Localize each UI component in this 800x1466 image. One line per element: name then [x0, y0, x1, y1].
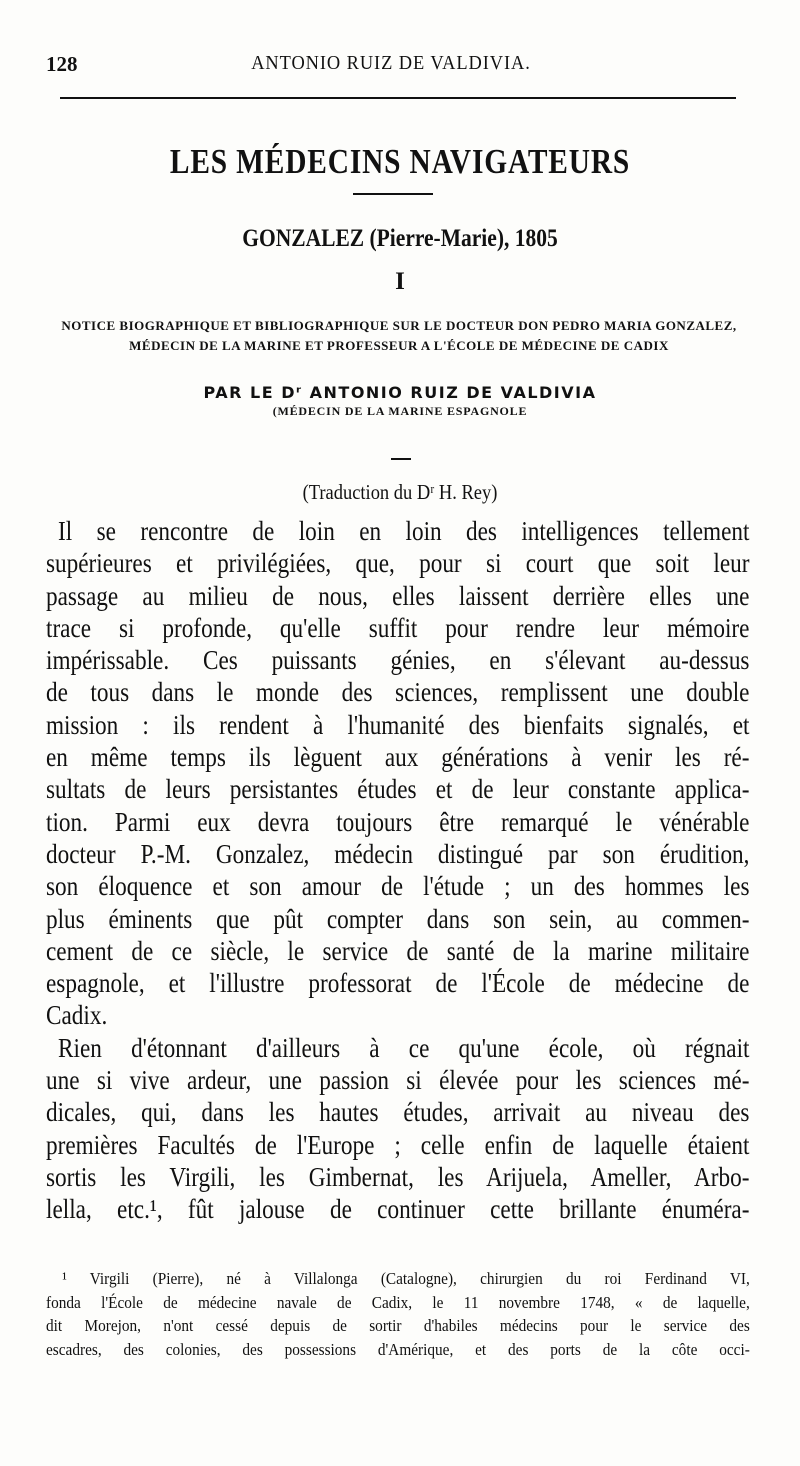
body-line: supérieures et privilégiées, que, pour si court que soit leur — [46, 548, 750, 579]
footnote-line: ¹ Virgili (Pierre), né à Villalonga (Catalogne), chirurgien du roi Ferdinand VI, — [62, 1269, 750, 1288]
section-number: I — [395, 268, 405, 295]
body-line: premières Facultés de l'Europe ; celle enfin de laquelle étaient — [46, 1129, 750, 1160]
body-line: en même temps ils lèguent aux générations à venir les ré- — [46, 742, 750, 773]
footnote-line: dit Morejon, n'ont cessé depuis de sortir d'habiles médecins pour le service des — [46, 1316, 750, 1335]
body-line: docteur P.-M. Gonzalez, médecin distingué par son érudition, — [46, 838, 750, 869]
body-line: tion. Parmi eux devra toujours être remarqué le vénérable — [46, 806, 750, 837]
body-text — [46, 515, 750, 1226]
body-line: impérissable. Ces puissants génies, en s'élevant au-dessus — [46, 645, 750, 676]
body-line: trace si profonde, qu'elle suffit pour rendre leur mémoire — [46, 612, 750, 643]
body-line: mission : ils rendent à l'humanité des bienfaits signalés, et — [46, 709, 750, 740]
footnote-line: fonda l'École de médecine navale de Cadix, le 11 novembre 1748, « de laquelle, — [46, 1292, 750, 1312]
body-line: dicales, qui, dans les hautes études, arrivait au niveau des — [46, 1097, 750, 1128]
translation-credit: (Traduction du Dʳ H. Rey) — [302, 480, 498, 504]
footnote-line: escadres, des colonies, des possessions d'Amérique, et des ports de la côte occi- — [46, 1339, 750, 1359]
body-line: son éloquence et son amour de l'étude ; un des hommes les — [46, 871, 750, 902]
notice-heading — [46, 316, 752, 356]
body-line: de tous dans le monde des sciences, remplissent une double — [46, 677, 750, 708]
body-line: une si vive ardeur, une passion si élevée pour les sciences mé- — [46, 1065, 750, 1096]
body-line: Rien d'étonnant d'ailleurs à ce qu'une école, où régnait — [58, 1032, 750, 1063]
chapter-title: LES MÉDECINS NAVIGATEURS — [169, 142, 631, 181]
body-line: plus éminents que pût compter dans son sein, au commen- — [46, 903, 750, 934]
body-line: passage au milieu de nous, elles laissent derrière elles une — [46, 580, 750, 611]
article-subject: GONZALEZ (Pierre-Marie), 1805 — [242, 225, 558, 252]
notice-line: NOTICE BIOGRAPHIQUE ET BIBLIOGRAPHIQUE SUR LE DOCTEUR DON PEDRO MARIA GONZALEZ, — [61, 318, 737, 333]
author-line: PAR LE Dʳ ANTONIO RUIZ DE VALDIVIA — [203, 383, 597, 402]
body-line: Cadix. — [46, 1000, 108, 1031]
body-line: lella, etc.¹, fût jalouse de continuer cette brillante énuméra- — [46, 1194, 750, 1225]
footnotes — [46, 1267, 750, 1361]
author-affiliation: (MÉDECIN DE LA MARINE ESPAGNOLE — [272, 404, 528, 418]
body-line: sultats de leurs persistantes études et de leur constante applica- — [46, 774, 750, 805]
notice-line: MÉDECIN DE LA MARINE ET PROFESSEUR A L'ÉCOLE DE MÉDECINE DE CADIX — [129, 338, 669, 353]
page-number: 128 — [46, 52, 78, 76]
running-title: ANTONIO RUIZ DE VALDIVIA. — [251, 52, 531, 74]
body-line: Il se rencontre de loin en loin des intelligences tellement — [58, 516, 750, 546]
body-line: sortis les Virgili, les Gimbernat, les Arijuela, Ameller, Arbo- — [46, 1161, 750, 1192]
body-line: espagnole, et l'illustre professorat de l'École de médecine de — [46, 968, 750, 999]
title-rule — [353, 193, 433, 195]
body-line: cement de ce siècle, le service de santé de la marine militaire — [46, 935, 750, 966]
running-head — [46, 52, 736, 82]
separator-dash — [391, 458, 411, 460]
header-rule — [60, 97, 736, 99]
